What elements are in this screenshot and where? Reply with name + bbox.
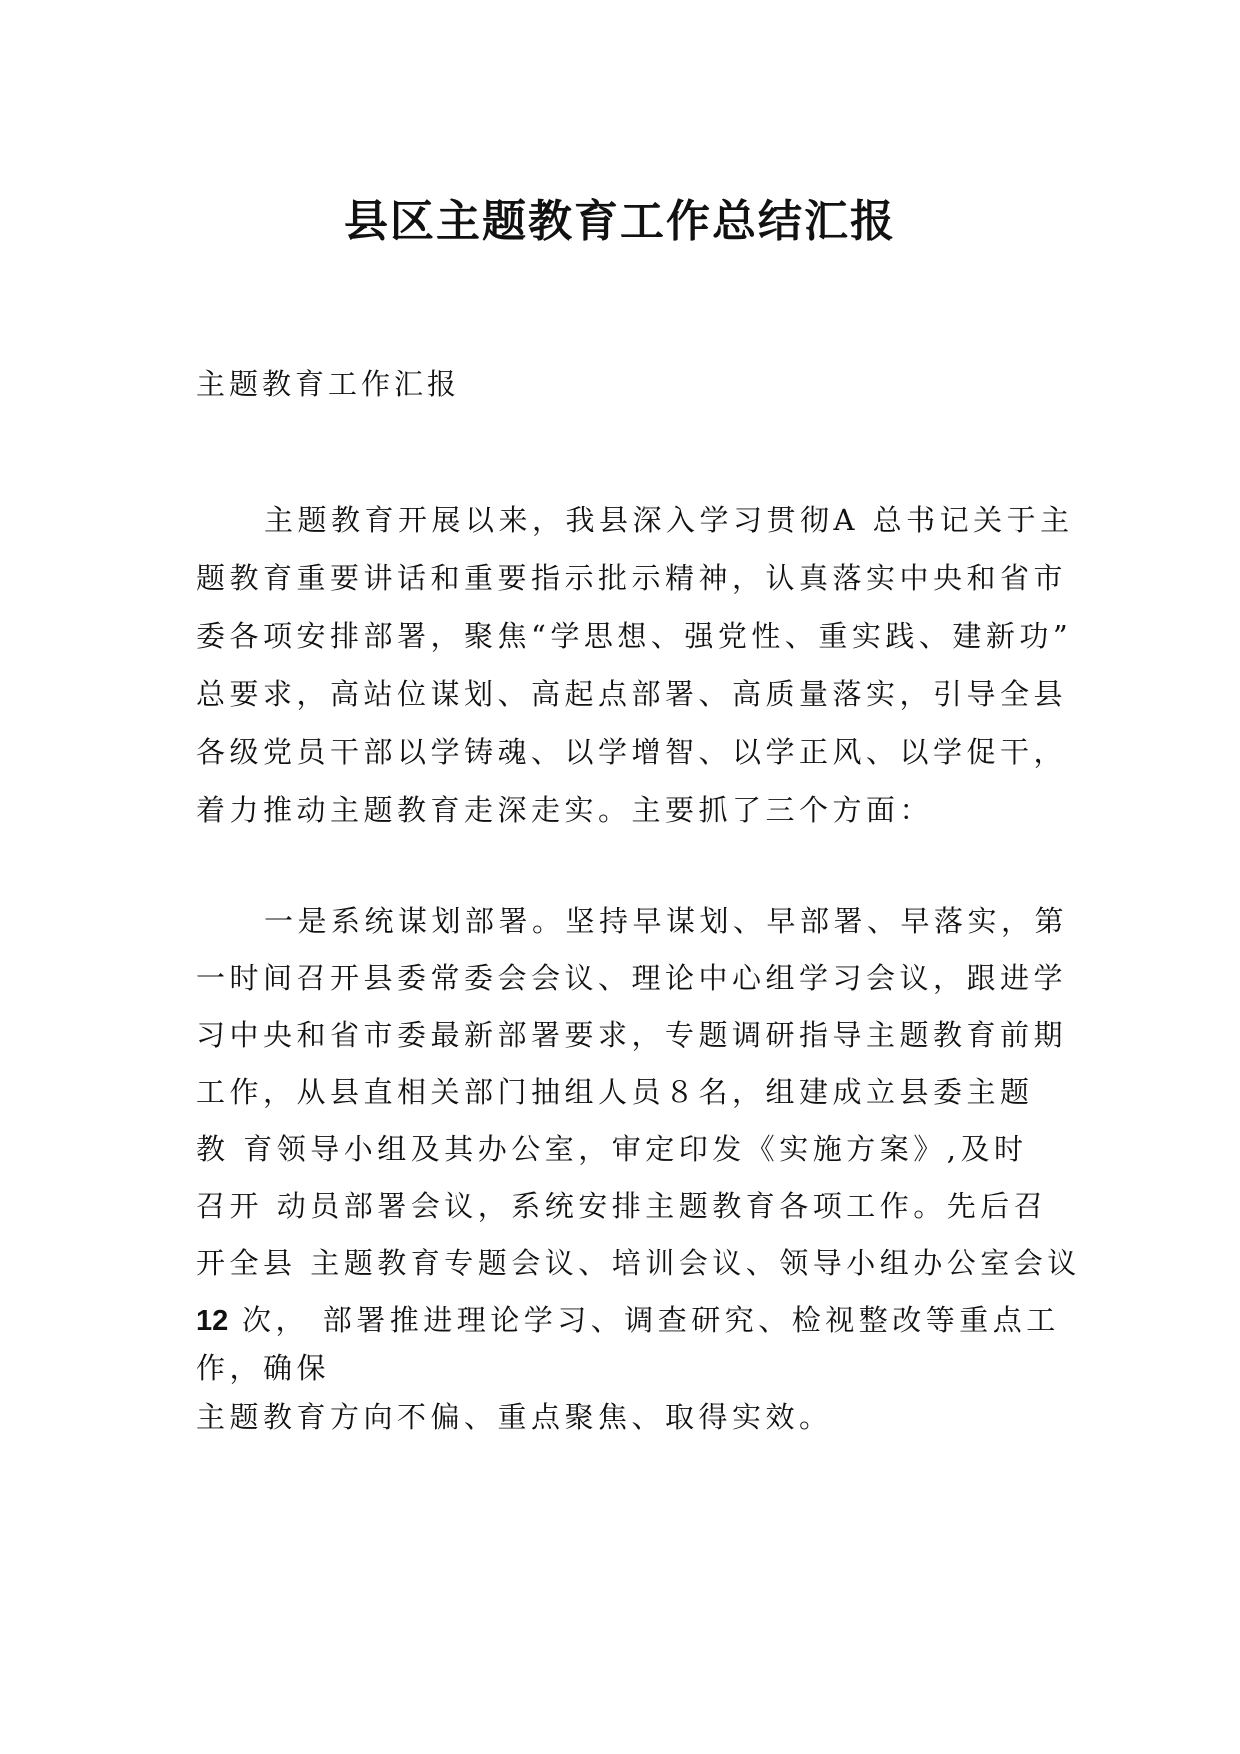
paragraph-line-text: 次， 部署推进理论学习、调查研究、检视整改等重点工 — [228, 1303, 1060, 1337]
paragraph-line: 着力推动主题教育走深走实。主要抓了三个方面： — [196, 793, 934, 827]
paragraph-line: 工作，从县直相关部门抽组人员８名，组建成立县委主题 — [196, 1075, 1034, 1109]
paragraph-line: 主题教育开展以来，我县深入学习贯彻A 总书记关于主 — [264, 503, 1074, 537]
paragraph-line: 开全县 主题教育专题会议、培训会议、领导小组办公室会议 — [196, 1246, 1081, 1280]
paragraph-line: 题教育重要讲话和重要指示批示精神，认真落实中央和省市 — [196, 561, 1068, 595]
document-title: 县区主题教育工作总结汇报 — [344, 196, 896, 247]
paragraph-line: 一时间召开县委常委会会议、理论中心组学习会议，跟进学 — [196, 961, 1068, 995]
paragraph-line: 主题教育方向不偏、重点聚焦、取得实效。 — [196, 1400, 833, 1434]
paragraph-line: 召开 动员部署会议，系统安排主题教育各项工作。先后召 — [196, 1189, 1048, 1223]
paragraph-line: 总要求，高站位谋划、高起点部署、高质量落实，引导全县 — [196, 677, 1068, 711]
paragraph-intro — [196, 491, 1074, 839]
paragraph-line: 作，确保 — [196, 1351, 331, 1385]
paragraph-line: 一是系统谋划部署。坚持早谋划、早部署、早落实，第 — [264, 904, 1069, 938]
paragraph-line: 教 育领导小组及其办公室，审定印发《实施方案》,及时 — [196, 1132, 1028, 1166]
paragraph-line: 各级党员干部以学铸魂、以学增智、以学正风、以学促干， — [196, 735, 1068, 769]
paragraph-line: 委各项安排部署，聚焦“学思想、强党性、重实践、建新功” — [196, 619, 1073, 653]
document-subtitle: 主题教育工作汇报 — [196, 367, 461, 401]
paragraph-line: 习中央和省市委最新部署要求，专题调研指导主题教育前期 — [196, 1018, 1068, 1052]
paragraph-planning — [196, 893, 1081, 1447]
paragraph-line — [196, 1292, 1066, 1349]
meeting-count: 12 — [196, 1305, 229, 1337]
